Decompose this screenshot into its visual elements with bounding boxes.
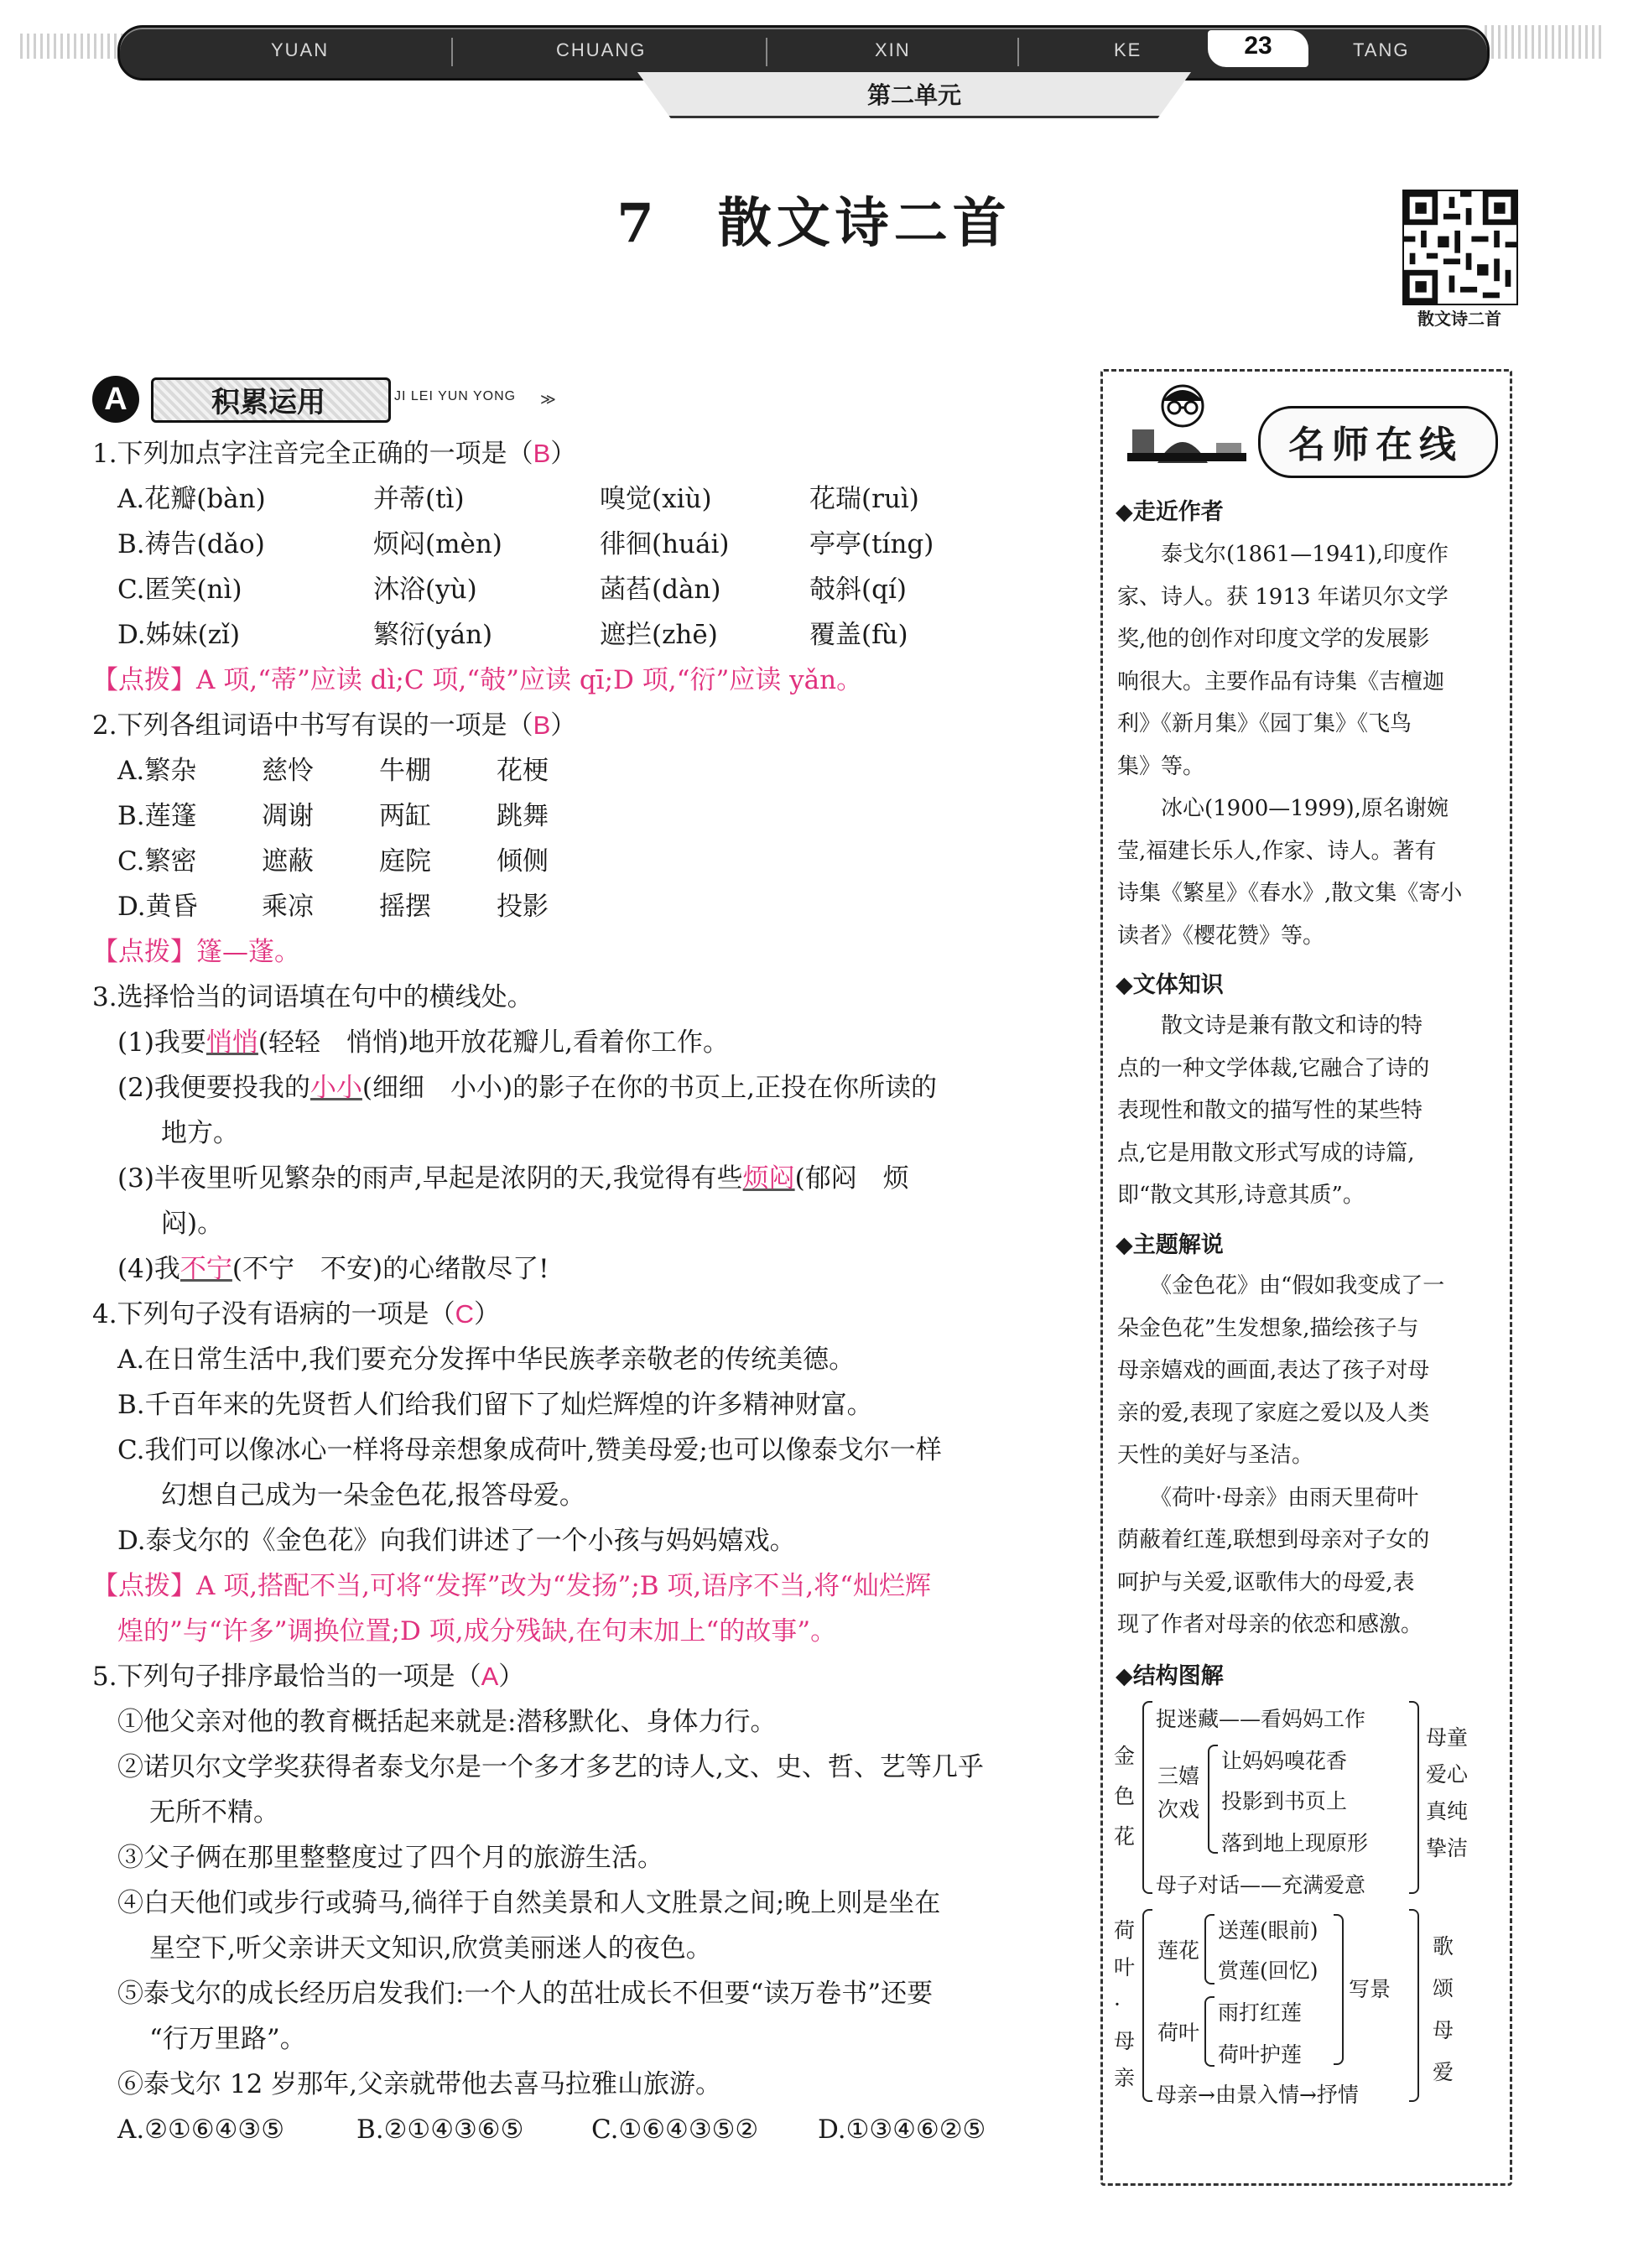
struct-hide-seek: 捉迷藏——看妈妈工作 — [1156, 1707, 1366, 1731]
qr-caption: 散文诗二首 — [1417, 309, 1501, 329]
q1-option: B.祷告(dǎo) — [117, 529, 265, 559]
q2-option: 摇摆 — [379, 892, 431, 922]
header-hatch-left — [20, 34, 129, 59]
q5-stem: 5.下列句子排序最恰当的一项是（A） — [92, 1662, 525, 1692]
theme-text: 《金色花》由“假如我变成了一 朵金色花”生发想象,描绘孩子与 母亲嬉戏的画面,表达了孩子对母 亲的爱,表现了家庭之爱以及人类 天性的美好与圣洁。 《荷叶·母亲》由雨天里荷叶 荫蔽着红莲,联想到母亲对子女的 呵护与关爱,讴歌伟大的母爱,表 现了作者对母亲的依恋和感激。 — [1117, 1273, 1445, 1637]
q3-item: (2)我便要投我的小小(细细 小小)的影子在你的书页上,正投在你所读的 — [117, 1073, 937, 1103]
section-pinyin: JI LEI YUN YONG — [394, 389, 517, 403]
q5-sentence: ②诺贝尔文学奖获得者泰戈尔是一个多才多艺的诗人,文、史、哲、艺等几乎 — [117, 1752, 984, 1782]
banner-divider — [766, 38, 767, 66]
teacher-icon — [1124, 379, 1250, 473]
banner-divider — [451, 38, 453, 66]
q2-option: 花梗 — [497, 756, 549, 786]
q3-item: (1)我要悄悄(轻轻 悄悄)地开放花瓣儿,看着你工作。 — [117, 1027, 729, 1058]
section-badge: A — [92, 376, 139, 423]
q5-sentence: 无所不精。 — [149, 1797, 279, 1828]
q1-option: 攲斜(qí) — [809, 575, 907, 605]
struct-mother-line: 母亲→由景入情→抒情 — [1156, 2083, 1359, 2107]
struct-send-lotus: 送莲(眼前) — [1218, 1918, 1319, 1943]
q4-option: C.我们可以像冰心一样将母亲想象成荷叶,赞美母爱;也可以像泰戈尔一样 — [117, 1435, 942, 1465]
q5-sentence: ⑥泰戈尔 12 岁那年,父亲就带他去喜马拉雅山旅游。 — [117, 2069, 722, 2099]
q1-option: 嗅觉(xiù) — [600, 484, 712, 514]
q4-option: 幻想自己成为一朵金色花,报答母爱。 — [161, 1480, 585, 1511]
q3-stem: 3.选择恰当的词语填在句中的横线处。 — [92, 982, 533, 1012]
struct-rain-lotus: 雨打红莲 — [1218, 2000, 1303, 2025]
struct-leaf-protect: 荷叶护莲 — [1218, 2042, 1303, 2067]
structure-section-title: ◆结构图解 — [1116, 1663, 1224, 1689]
q3-item: (3)半夜里听见繁杂的雨声,早起是浓阴的天,我觉得有些烦闷(郁闷 烦 — [117, 1163, 909, 1194]
q4-hint: 【点拨】A 项,搭配不当,可将“发挥”改为“发扬”;B 项,语序不当,将“灿烂辉 — [92, 1571, 931, 1601]
sidebar-heading: 名师在线 — [1288, 424, 1463, 466]
theme-section-title: ◆主题解说 — [1116, 1232, 1224, 1258]
genre-text: 散文诗是兼有散文和诗的特 点的一种文学体裁,它融合了诗的 表现性和散文的描写性的某些特 点,它是用散文形式写成的诗篇, 即“散文其形,诗意其质”。 — [1117, 1013, 1430, 1208]
qr-code-icon — [1402, 190, 1518, 305]
q5-sentence: 星空下,听父亲讲天文知识,欣赏美丽迷人的夜色。 — [149, 1933, 712, 1964]
q4-answer: C — [455, 1299, 474, 1329]
q1-option: 并蒂(tì) — [373, 484, 465, 514]
struct-brace — [1142, 1909, 1152, 2102]
struct-fall: 落到地上现原形 — [1221, 1831, 1369, 1855]
struct-golden-flower: 金色花 — [1114, 1744, 1136, 1849]
q5-option: D.①③④⑥②⑤ — [818, 2115, 986, 2145]
q2-option: 跳舞 — [497, 801, 549, 831]
struct-scenery: 写景 — [1349, 1977, 1391, 2001]
q2-option: 投影 — [497, 892, 549, 922]
q3-fill: 小小 — [309, 1073, 362, 1103]
genre-section-title: ◆文体知识 — [1116, 972, 1224, 998]
struct-lotus-leaf-mother: 荷叶·母亲 — [1114, 1918, 1136, 2090]
q1-option: D.姊妹(zǐ) — [117, 620, 241, 650]
q5-sentence: ③父子俩在那里整整度过了四个月的旅游生活。 — [117, 1843, 663, 1873]
q3-item: (4)我不宁(不宁 不安)的心绪散尽了! — [117, 1254, 549, 1284]
q1-option: 繁衍(yán) — [373, 620, 493, 650]
q1-option: 沐浴(yù) — [373, 575, 477, 605]
lesson-title: 7 散文诗二首 — [616, 192, 1012, 255]
struct-brace — [1334, 1914, 1344, 2065]
section-title: 积累运用 — [211, 386, 325, 419]
banner-seg-5: TANG — [1353, 39, 1410, 60]
struct-brace — [1208, 1745, 1218, 1854]
struct-brace — [1204, 1996, 1214, 2067]
q5-sentence: “行万里路”。 — [149, 2024, 306, 2054]
page-number: 23 — [1244, 32, 1272, 60]
q1-option: 覆盖(fù) — [809, 620, 908, 650]
q4-option: B.千百年来的先贤哲人们给我们留下了灿烂辉煌的许多精神财富。 — [117, 1390, 873, 1420]
double-arrow-icon: ≫ — [540, 391, 556, 408]
struct-shadow: 投影到书页上 — [1221, 1789, 1348, 1813]
q1-option: 花瑞(ruì) — [809, 484, 919, 514]
q2-option: 乘凉 — [262, 892, 314, 922]
struct-lotus: 莲花 — [1157, 1938, 1200, 1963]
q2-option: A.繁杂 — [117, 756, 197, 786]
author-section-title: ◆走近作者 — [1116, 499, 1224, 525]
q5-sentence: ④白天他们或步行或骑马,徜徉于自然美景和人文胜景之间;晚上则是坐在 — [117, 1888, 941, 1918]
q2-stem: 2.下列各组词语中书写有误的一项是（B） — [92, 710, 577, 741]
q2-option: 庭院 — [379, 846, 431, 877]
q1-option: 徘徊(huái) — [600, 529, 730, 559]
q3-item-cont: 地方。 — [161, 1118, 239, 1148]
q1-option: A.花瓣(bàn) — [117, 484, 266, 514]
q2-option: B.莲篷 — [117, 801, 197, 831]
banner-seg-2: CHUANG — [556, 39, 647, 60]
author-text: 泰戈尔(1861—1941),印度作 家、诗人。获 1913 年诺贝尔文学 奖,他的创作对印度文学的发展影 响很大。主要作品有诗集《吉檀迦 利》《新月集》《园丁集》《飞鸟 集》等。 冰心(1900—1999),原名谢婉 莹,福建长乐人,作家、诗人。著有 诗集《繁星》《春水》,散文集《寄小 读者》《樱花赞》等。 — [1117, 542, 1463, 949]
q2-hint: 【点拨】篷—蓬。 — [92, 937, 300, 967]
struct-three-play: 三嬉次戏 — [1157, 1764, 1200, 1822]
banner-seg-1: YUAN — [271, 39, 330, 60]
q3-fill: 悄悄 — [205, 1027, 258, 1058]
q3-item-cont: 闷)。 — [161, 1209, 224, 1239]
q2-option: 慈怜 — [262, 756, 314, 786]
struct-result-2: 歌颂母爱 — [1433, 1934, 1454, 2084]
q1-option: 烦闷(mèn) — [373, 529, 502, 559]
struct-enjoy-lotus: 赏莲(回忆) — [1218, 1958, 1319, 1983]
q1-answer: B — [533, 439, 551, 468]
q1-option: C.匿笑(nì) — [117, 575, 242, 605]
q1-option: 遮拦(zhē) — [600, 620, 718, 650]
q2-option: D.黄昏 — [117, 892, 198, 922]
q2-option: C.繁密 — [117, 846, 197, 877]
banner-seg-3: XIN — [875, 39, 911, 60]
q2-option: 两缸 — [379, 801, 431, 831]
banner-seg-4: KE — [1114, 39, 1142, 60]
q1-stem: 1.下列加点字注音完全正确的一项是（B） — [92, 439, 577, 469]
struct-leaf: 荷叶 — [1157, 2021, 1200, 2045]
struct-dialogue: 母子对话——充满爱意 — [1156, 1873, 1366, 1897]
struct-scent: 让妈妈嗅花香 — [1221, 1749, 1348, 1773]
q5-sentence: ①他父亲对他的教育概括起来就是:潜移默化、身体力行。 — [117, 1707, 777, 1737]
q5-option: B.②①④③⑥⑤ — [356, 2115, 524, 2145]
q2-option: 牛棚 — [379, 756, 431, 786]
q2-answer: B — [533, 710, 551, 740]
unit-label: 第二单元 — [866, 81, 961, 109]
q5-answer: A — [481, 1662, 499, 1691]
header-hatch-right — [1485, 25, 1602, 59]
q4-hint: 煌的”与“许多”调换位置;D 项,成分残缺,在句末加上“的故事”。 — [117, 1616, 837, 1646]
struct-brace — [1204, 1914, 1214, 1984]
q5-option: C.①⑥④③⑤② — [591, 2115, 759, 2145]
q5-option: A.②①⑥④③⑤ — [117, 2115, 284, 2145]
q2-option: 遮蔽 — [262, 846, 314, 877]
q3-fill: 烦闷 — [742, 1163, 795, 1194]
q1-option: 菡萏(dàn) — [600, 575, 721, 605]
q4-option: A.在日常生活中,我们要充分发挥中华民族孝亲敬老的传统美德。 — [117, 1345, 856, 1375]
q1-hint: 【点拨】A 项,“蒂”应读 dì;C 项,“攲”应读 qī;D 项,“衍”应读 yǎn。 — [92, 665, 863, 695]
q3-fill: 不宁 — [179, 1254, 232, 1284]
q2-option: 倾侧 — [497, 846, 549, 877]
struct-result-1: 母童爱心真纯挚洁 — [1426, 1725, 1469, 1860]
q5-sentence: ⑤泰戈尔的成长经历启发我们:一个人的茁壮成长不但要“读万卷书”还要 — [117, 1979, 934, 2009]
struct-brace — [1409, 1909, 1419, 2102]
q1-option: 亭亭(tíng) — [809, 529, 934, 559]
banner-divider — [1017, 38, 1019, 66]
q4-option: D.泰戈尔的《金色花》向我们讲述了一个小孩与妈妈嬉戏。 — [117, 1526, 796, 1556]
struct-brace — [1409, 1701, 1419, 1894]
q2-option: 凋谢 — [262, 801, 314, 831]
struct-brace — [1142, 1701, 1152, 1894]
q4-stem: 4.下列句子没有语病的一项是（C） — [92, 1299, 500, 1329]
